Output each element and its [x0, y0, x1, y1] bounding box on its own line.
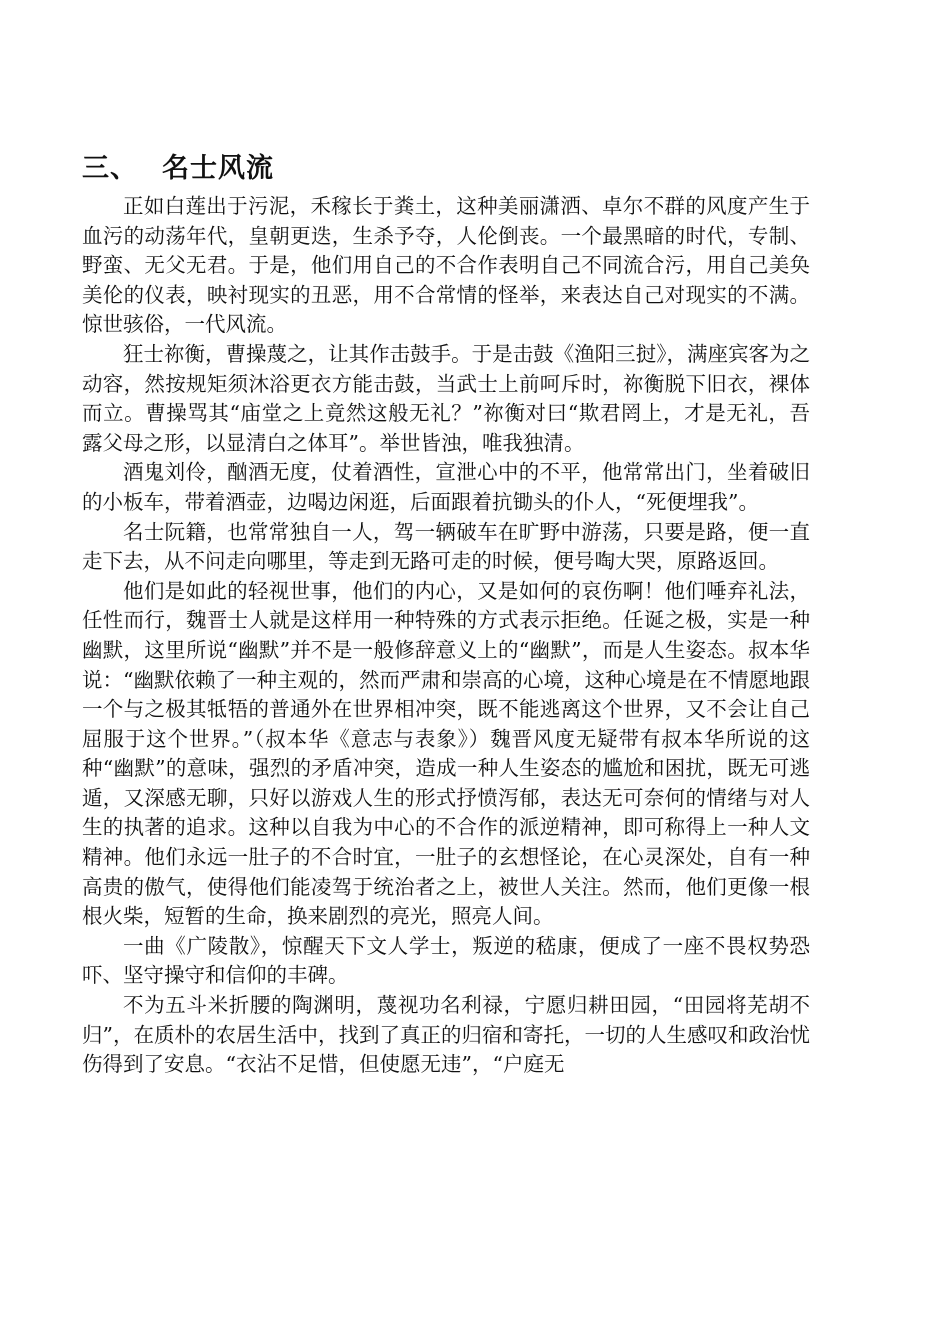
paragraph-ruan-ji: 名士阮籍，也常常独自一人，驾一辆破车在旷野中游荡，只要是路，便一直走下去，从不问走向哪里，等走到无路可走的时候，便号啕大哭，原路返回。 [82, 519, 810, 574]
section-number: 三、 [82, 153, 138, 184]
paragraph-white-lotus: 正如白莲出于污泥，禾稼长于粪土，这种美丽潇洒、卓尔不群的风度产生于血污的动荡年代，皇朝更迭，生杀予夺，人伦倒丧。一个最黑暗的时代，专制、野蛮、无父无君。于是，他们用自己的不合作表明自己不同流合污，用自己美奂美伦的仪表，映衬现实的丑恶，用不合常情的怪举，来表达自己对现实的不满。惊世骇俗，一代风流。 [82, 194, 810, 337]
section-heading [82, 146, 274, 185]
paragraph-mi-heng: 狂士祢衡，曹操蔑之，让其作击鼓手。于是击鼓《渔阳三挝》，满座宾客为之动容，然按规矩须沐浴更衣方能击鼓，当武士上前呵斥时，祢衡脱下旧衣，裸体而立。曹操骂其“庙堂之上竟然这般无礼？”祢衡对曰“欺君罔上，才是无礼，吾露父母之形，以显清白之体耳”。举世皆浊，唯我独清。 [82, 341, 810, 455]
article-body [82, 192, 810, 1080]
section-title: 名士风流 [162, 153, 274, 184]
paragraph-ji-kang: 一曲《广陵散》，惊醒天下文人学士，叛逆的嵇康，便成了一座不畏权势恐吓、坚守操守和信仰的丰碑。 [82, 933, 810, 988]
paragraph-humor: 他们是如此的轻视世事，他们的内心，又是如何的哀伤啊！他们唾弃礼法，任性而行，魏晋士人就是这样用一种特殊的方式表示拒绝。任诞之极，实是一种幽默，这里所说“幽默”并不是一般修辞意义上的“幽默”，而是人生姿态。叔本华说：“幽默依赖了一种主观的，然而严肃和崇高的心境，这种心境是在不情愿地跟一个与之极其牴牾的普通外在世界相冲突，既不能逃离这个世界，又不会让自己屈服于这个世界。”（叔本华《意志与表象》）魏晋风度无疑带有叔本华所说的这种“幽默”的意味，强烈的矛盾冲突，造成一种人生姿态的尴尬和困扰，既无可逃遁，又深感无聊，只好以游戏人生的形式抒愤泻郁，表达无可奈何的情绪与对人生的执著的追求。这种以自我为中心的不合作的派逆精神，即可称得上一种人文精神。他们永远一肚子的不合时宜，一肚子的玄想怪论，在心灵深处，自有一种高贵的傲气，使得他们能凌驾于统治者之上，被世人关注。然而，他们更像一根根火柴，短暂的生命，换来剧烈的亮光，照亮人间。 [82, 578, 810, 929]
paragraph-liu-ling: 酒鬼刘伶，酗酒无度，仗着酒性，宣泄心中的不平，他常常出门，坐着破旧的小板车，带着酒壶，边喝边闲逛，后面跟着抗锄头的仆人，“死便埋我”。 [82, 460, 810, 514]
paragraph-tao-yuanming: 不为五斗米折腰的陶渊明，蔑视功名利禄，宁愿归耕田园，“田园将芜胡不归”，在质朴的农居生活中，找到了真正的归宿和寄托，一切的人生感叹和政治忧伤得到了安息。“衣沾不足惜，但使愿无违”，“户庭无 [82, 993, 810, 1077]
